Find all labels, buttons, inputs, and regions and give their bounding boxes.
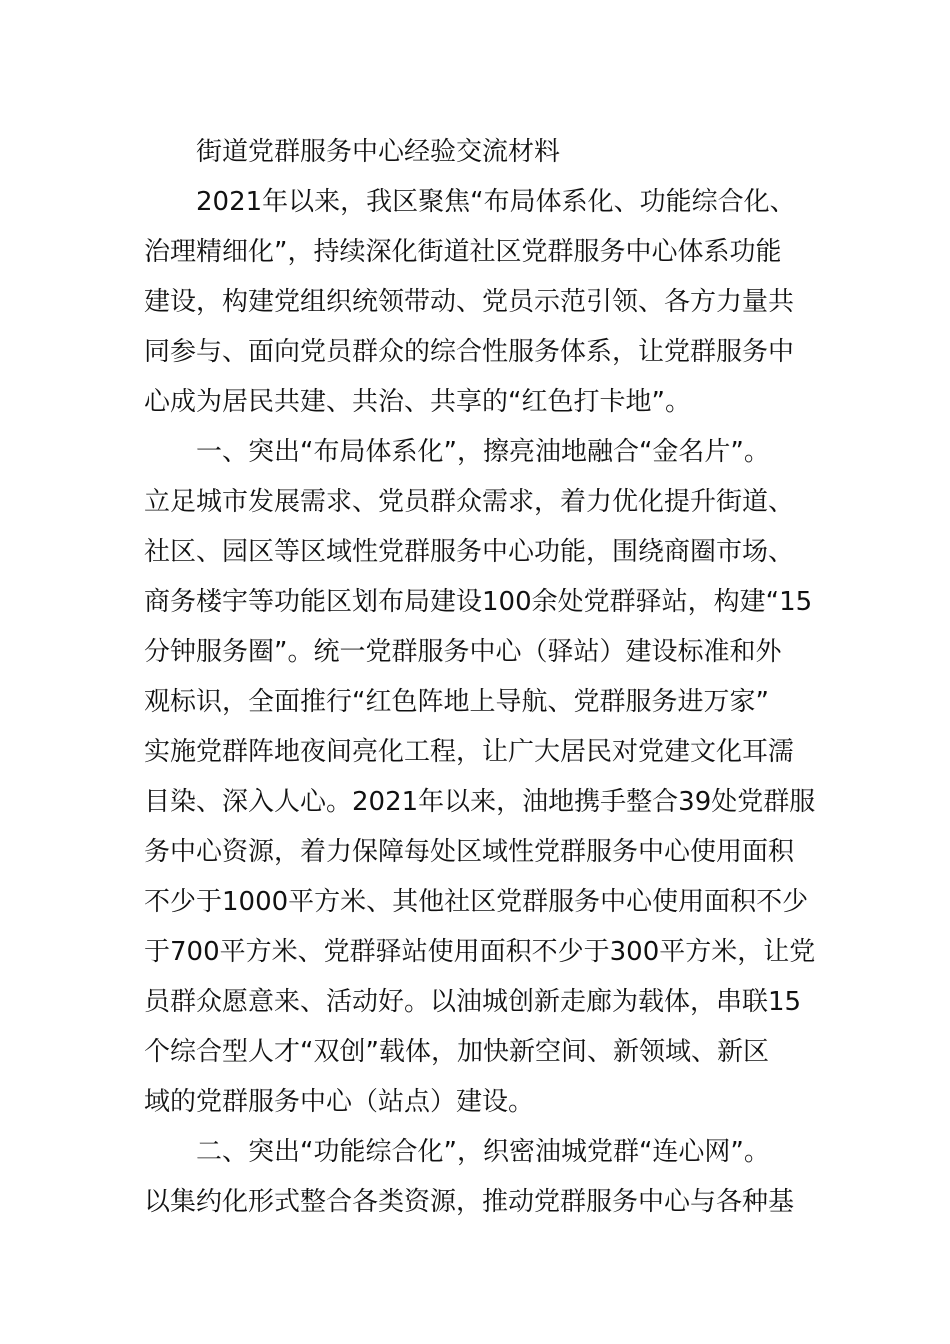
section-heading: 一、突出“布局体系化”，擦亮油地融合“金名片”。 bbox=[196, 437, 770, 467]
paragraph-line: 治理精细化”，持续深化街道社区党群服务中心体系功能 bbox=[144, 237, 782, 267]
paragraph-line: 域的党群服务中心（站点）建设。 bbox=[144, 1087, 535, 1117]
paragraph-line: 心成为居民共建、共治、共享的“红色打卡地”。 bbox=[144, 387, 691, 417]
document-title: 街道党群服务中心经验交流材料 bbox=[196, 137, 561, 167]
section-heading: 二、突出“功能综合化”，织密油城党群“连心网”。 bbox=[196, 1137, 770, 1167]
paragraph-line: 2021年以来，我区聚焦“布局体系化、功能综合化、 bbox=[196, 187, 796, 217]
paragraph-line: 立足城市发展需求、党员群众需求，着力优化提升街道、 bbox=[144, 487, 795, 517]
paragraph-line: 以集约化形式整合各类资源，推动党群服务中心与各种基 bbox=[144, 1187, 795, 1217]
paragraph-line: 商务楼宇等功能区划布局建设100余处党群驿站，构建“15 bbox=[144, 587, 813, 617]
paragraph-line: 员群众愿意来、活动好。以油城创新走廊为载体，串联15 bbox=[144, 987, 802, 1017]
paragraph-line: 分钟服务圈”。统一党群服务中心（驿站）建设标准和外 bbox=[144, 637, 782, 667]
paragraph-line: 务中心资源，着力保障每处区域性党群服务中心使用面积 bbox=[144, 837, 795, 867]
paragraph-line: 不少于1000平方米、其他社区党群服务中心使用面积不少 bbox=[144, 887, 809, 917]
paragraph-line: 建设，构建党组织统领带动、党员示范引领、各方力量共 bbox=[144, 287, 795, 317]
paragraph-line: 于700平方米、党群驿站使用面积不少于300平方米，让党 bbox=[144, 937, 816, 967]
paragraph-line: 个综合型人才“双创”载体，加快新空间、新领域、新区 bbox=[144, 1037, 769, 1067]
paragraph-line: 实施党群阵地夜间亮化工程，让广大居民对党建文化耳濡 bbox=[144, 737, 795, 767]
paragraph-line: 目染、深入人心。2021年以来，油地携手整合39处党群服 bbox=[144, 787, 816, 817]
paragraph-line: 社区、园区等区域性党群服务中心功能，围绕商圈市场、 bbox=[144, 537, 795, 567]
paragraph-line: 同参与、面向党员群众的综合性服务体系，让党群服务中 bbox=[144, 337, 795, 367]
paragraph-line: 观标识，全面推行“红色阵地上导航、党群服务进万家” bbox=[144, 687, 769, 717]
